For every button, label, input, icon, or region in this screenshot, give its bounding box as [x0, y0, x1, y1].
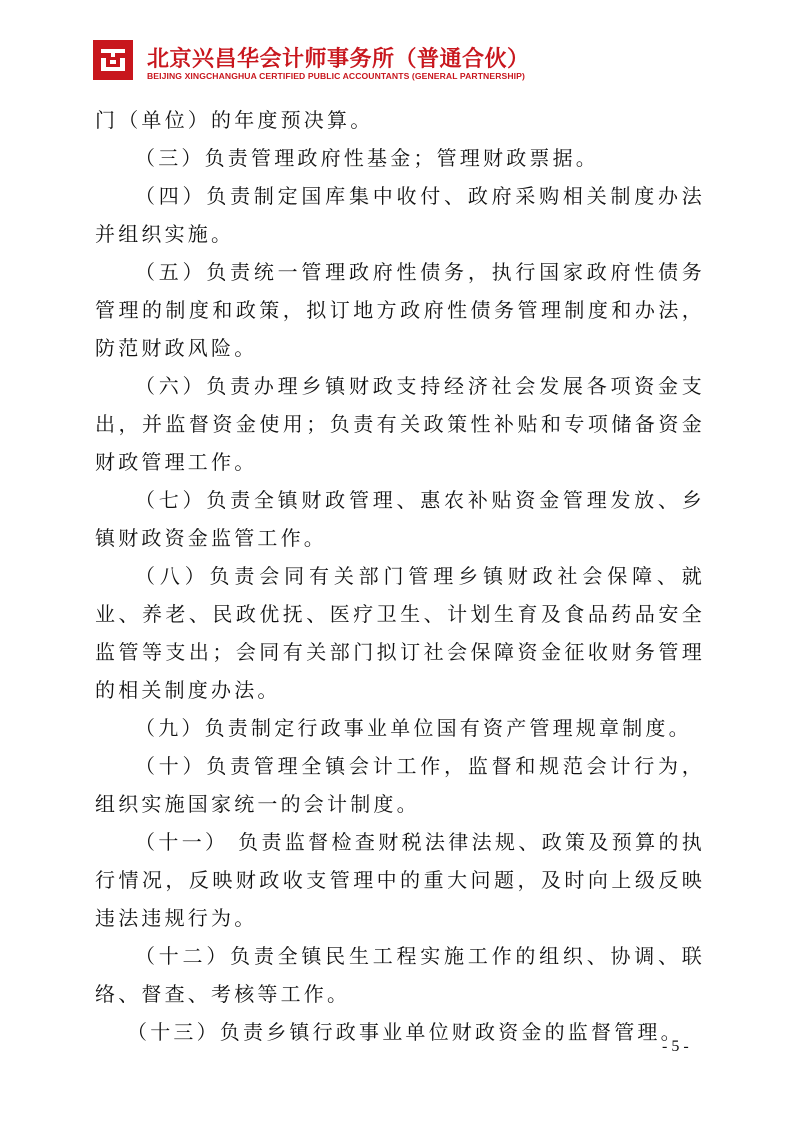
firm-logo-icon	[93, 40, 133, 80]
paragraph-item-10: （十）负责管理全镇会计工作，监督和规范会计行为，组织实施国家统一的会计制度。	[95, 754, 705, 816]
paragraph-item-9: （九）负责制定行政事业单位国有资产管理规章制度。	[135, 716, 692, 740]
letterhead	[93, 40, 653, 88]
paragraph-item-11: （十一） 负责监督检查财税法律法规、政策及预算的执行情况，反映财政收支管理中的重大问题，及时向上级反映违法违规行为。	[95, 830, 705, 930]
firm-name-en: BEIJING XINGCHANGHUA CERTIFIED PUBLIC ACCOUNTANTS (GENERAL PARTNERSHIP)	[147, 71, 525, 81]
page-number: - 5 -	[662, 1038, 689, 1055]
paragraph-item-13: （十三）负责乡镇行政事业单位财政资金的监督管理。	[127, 1020, 684, 1044]
paragraph-continued: 门（单位）的年度预决算。	[95, 108, 374, 132]
paragraph-item-7: （七）负责全镇财政管理、惠农补贴资金管理发放、乡镇财政资金监管工作。	[95, 488, 705, 550]
paragraph-item-8: （八）负责会同有关部门管理乡镇财政社会保障、就业、养老、民政优抚、医疗卫生、计划生育及食品药品安全监管等支出；会同有关部门拟订社会保障资金征收财务管理的相关制度办法。	[95, 564, 705, 702]
paragraph-item-5: （五）负责统一管理政府性债务，执行国家政府性债务管理的制度和政策，拟订地方政府性债务管理制度和办法，防范财政风险。	[95, 260, 705, 360]
paragraph-item-12: （十二）负责全镇民生工程实施工作的组织、协调、联络、督查、考核等工作。	[95, 944, 705, 1006]
document-body	[95, 101, 705, 1051]
paragraph-item-4: （四）负责制定国库集中收付、政府采购相关制度办法并组织实施。	[95, 184, 705, 246]
firm-name-cn: 北京兴昌华会计师事务所（普通合伙）	[147, 47, 530, 72]
paragraph-item-6: （六）负责办理乡镇财政支持经济社会发展各项资金支出，并监督资金使用；负责有关政策性补贴和专项储备资金财政管理工作。	[95, 374, 705, 474]
paragraph-item-3: （三）负责管理政府性基金；管理财政票据。	[135, 146, 599, 170]
